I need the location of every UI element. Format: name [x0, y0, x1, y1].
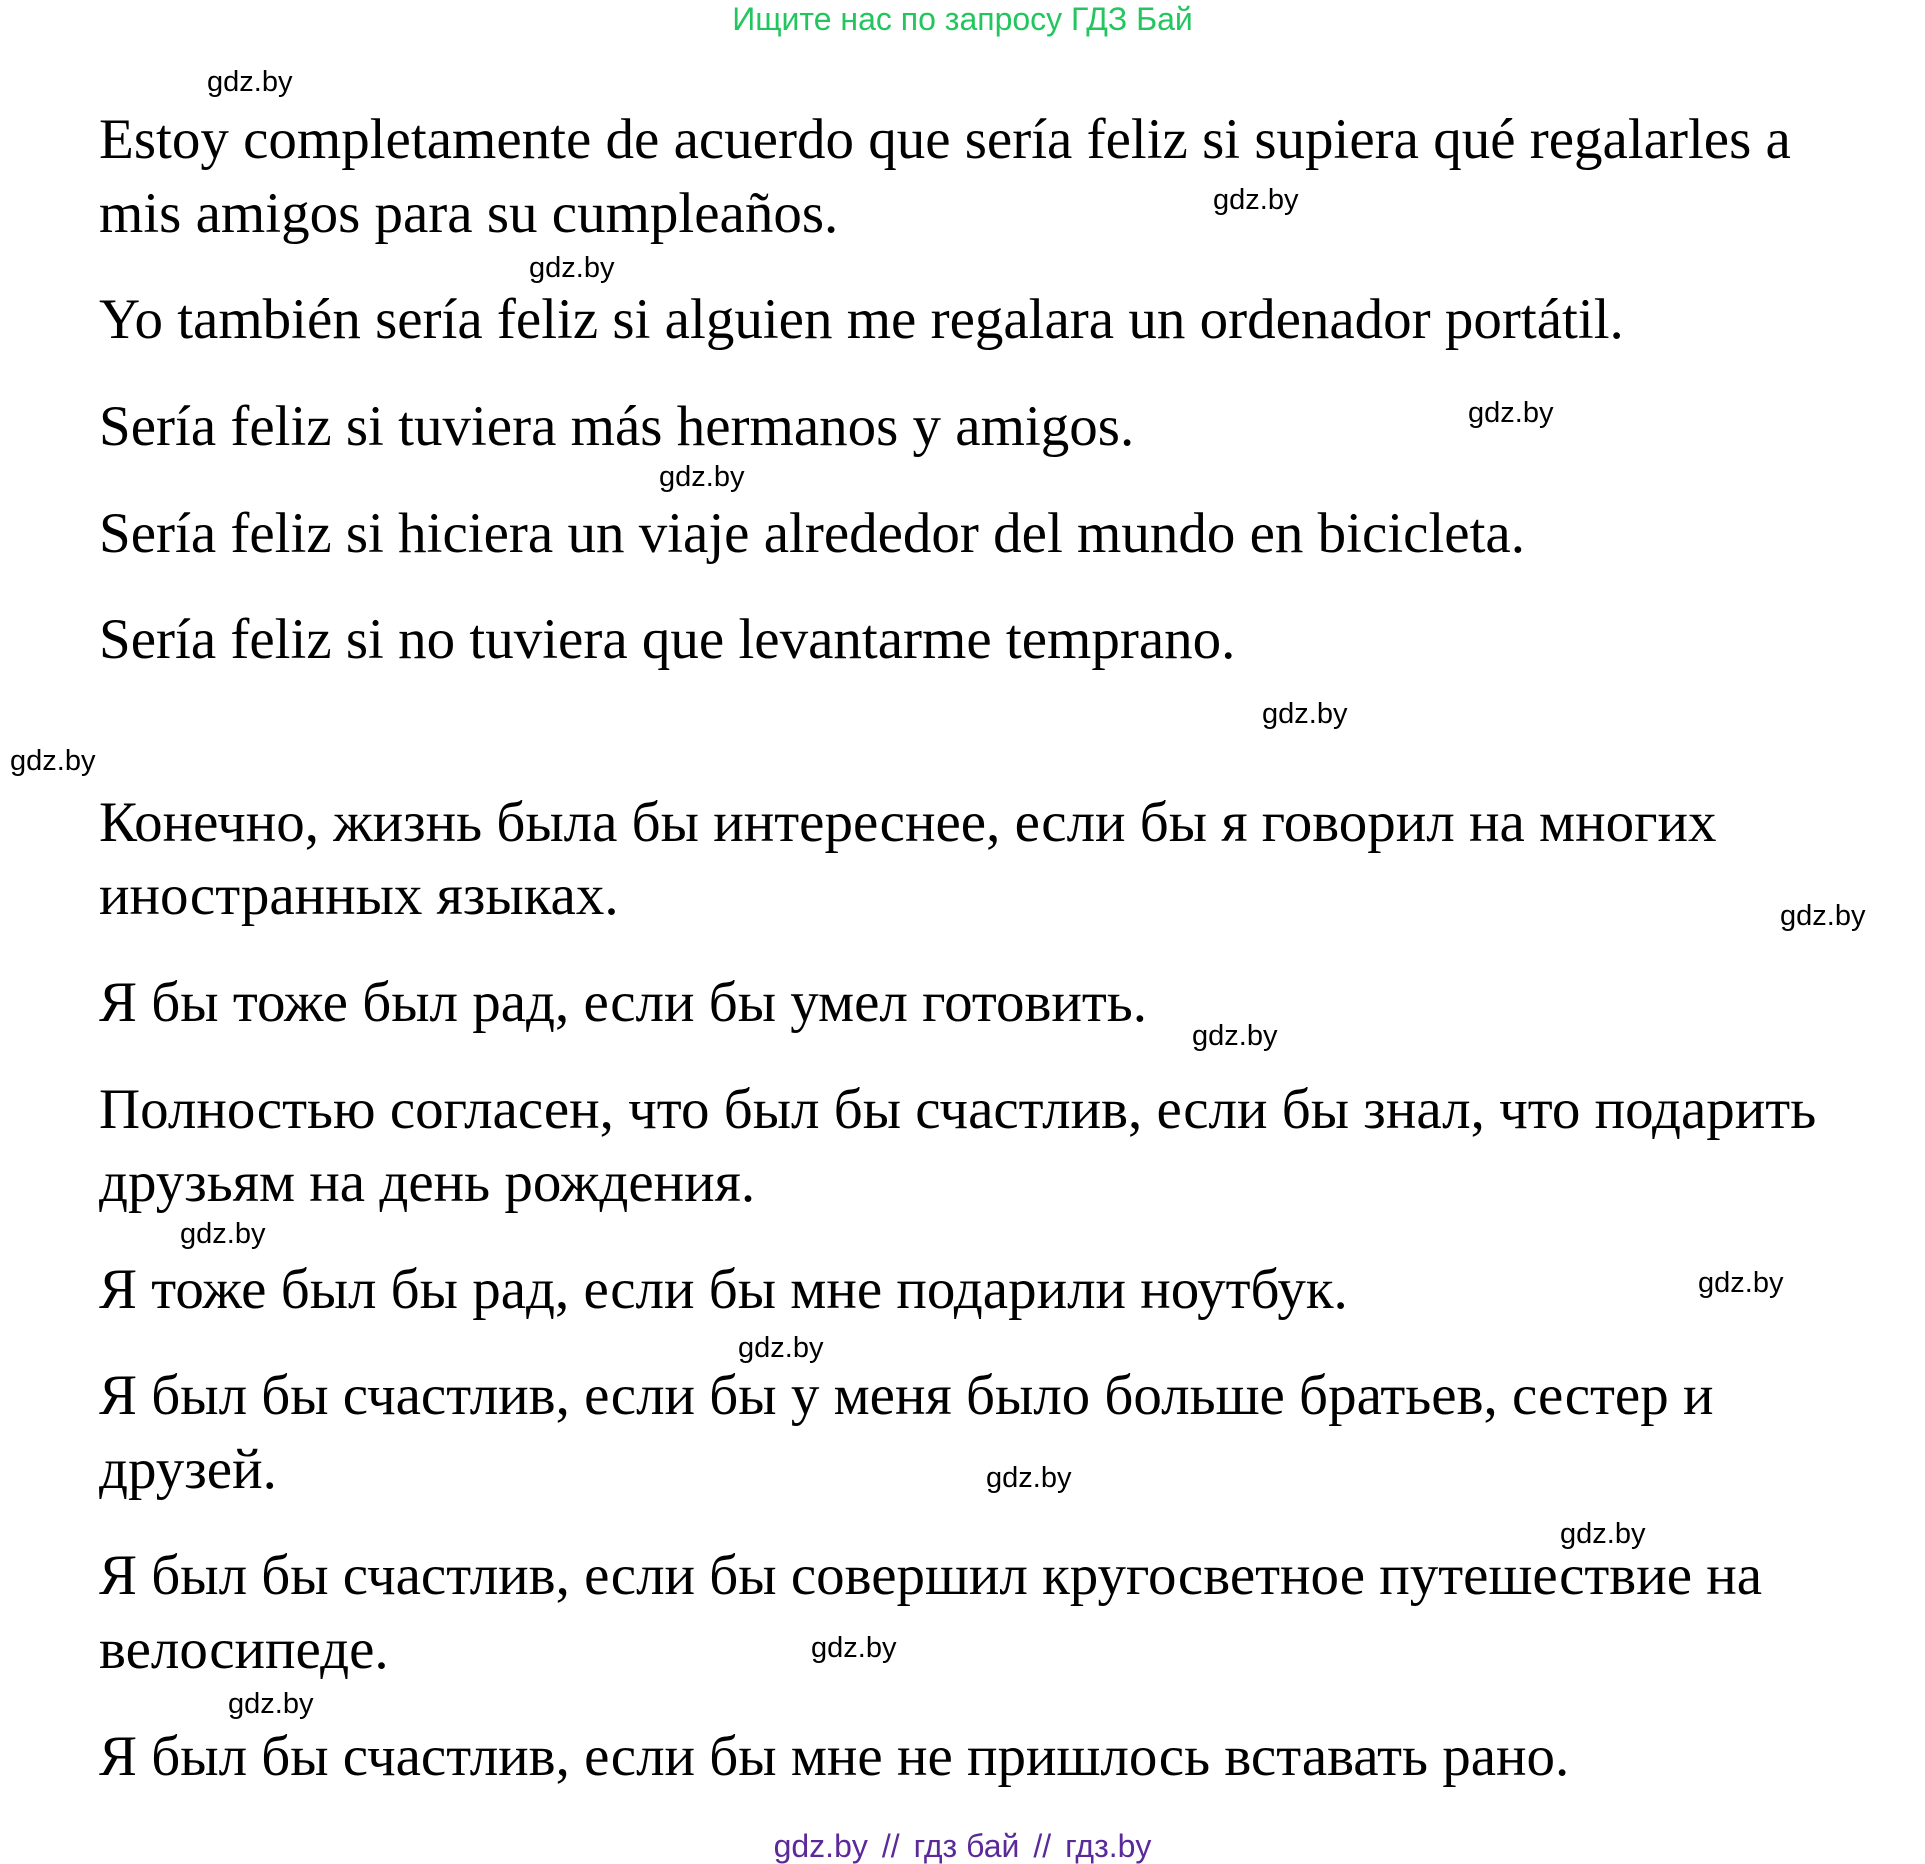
watermark: gdz.by — [1262, 698, 1348, 730]
text-line: Я был бы счастлив, если бы мне не пришлось вставать рано. — [99, 1725, 1570, 1788]
text-line: Конечно, жизнь была бы интереснее, если бы я говорил на многих — [99, 791, 1717, 854]
watermark: gdz.by — [1213, 184, 1299, 216]
watermark: gdz.by — [207, 66, 293, 98]
text-line: Sería feliz si tuviera más hermanos y amigos. — [99, 395, 1135, 458]
watermark: gdz.by — [1560, 1518, 1646, 1550]
text-line: Полностью согласен, что был бы счастлив, если бы знал, что подарить — [99, 1078, 1817, 1141]
footer-separator: // — [1033, 1828, 1052, 1864]
footer-links — [0, 1828, 1925, 1864]
text-line: Sería feliz si no tuviera que levantarme temprano. — [99, 608, 1236, 671]
footer-link-gdz-by-cyr[interactable]: гдз.by — [1065, 1828, 1152, 1864]
text-line: Я бы тоже был рад, если бы умел готовить. — [99, 971, 1148, 1034]
text-line: Sería feliz si hiciera un viaje alrededor del mundo en bicicleta. — [99, 502, 1525, 565]
watermark: gdz.by — [1780, 900, 1866, 932]
watermark: gdz.by — [811, 1632, 897, 1664]
watermark: gdz.by — [738, 1332, 824, 1364]
text-line: велосипеде. — [99, 1618, 389, 1681]
text-line: друзьям на день рождения. — [99, 1151, 756, 1214]
text-line: mis amigos para su cumpleaños. — [99, 182, 839, 245]
text-line: Estoy completamente de acuerdo que sería feliz si supiera qué regalarles a — [99, 108, 1791, 171]
watermark: gdz.by — [986, 1462, 1072, 1494]
watermark: gdz.by — [1192, 1020, 1278, 1052]
watermark: gdz.by — [180, 1218, 266, 1250]
text-line: Я был бы счастлив, если бы совершил кругосветное путешествие на — [99, 1544, 1763, 1607]
watermark: gdz.by — [228, 1688, 314, 1720]
watermark: gdz.by — [1698, 1267, 1784, 1299]
footer-separator: // — [881, 1828, 900, 1864]
text-line: Yo también sería feliz si alguien me regalara un ordenador portátil. — [99, 288, 1624, 351]
text-line: иностранных языках. — [99, 864, 619, 927]
text-line: друзей. — [99, 1438, 277, 1501]
text-line: Я был бы счастлив, если бы у меня было больше братьев, сестер и — [99, 1364, 1714, 1427]
watermark: gdz.by — [10, 745, 96, 777]
watermark: gdz.by — [659, 461, 745, 493]
text-line: Я тоже был бы рад, если бы мне подарили ноутбук. — [99, 1258, 1348, 1321]
footer-link-gdz-by[interactable]: gdz.by — [773, 1828, 868, 1864]
footer-link-gdz-bai[interactable]: гдз бай — [913, 1828, 1020, 1864]
watermark: gdz.by — [529, 252, 615, 284]
watermark: gdz.by — [1468, 397, 1554, 429]
search-banner: Ищите нас по запросу ГДЗ Бай — [732, 1, 1193, 37]
